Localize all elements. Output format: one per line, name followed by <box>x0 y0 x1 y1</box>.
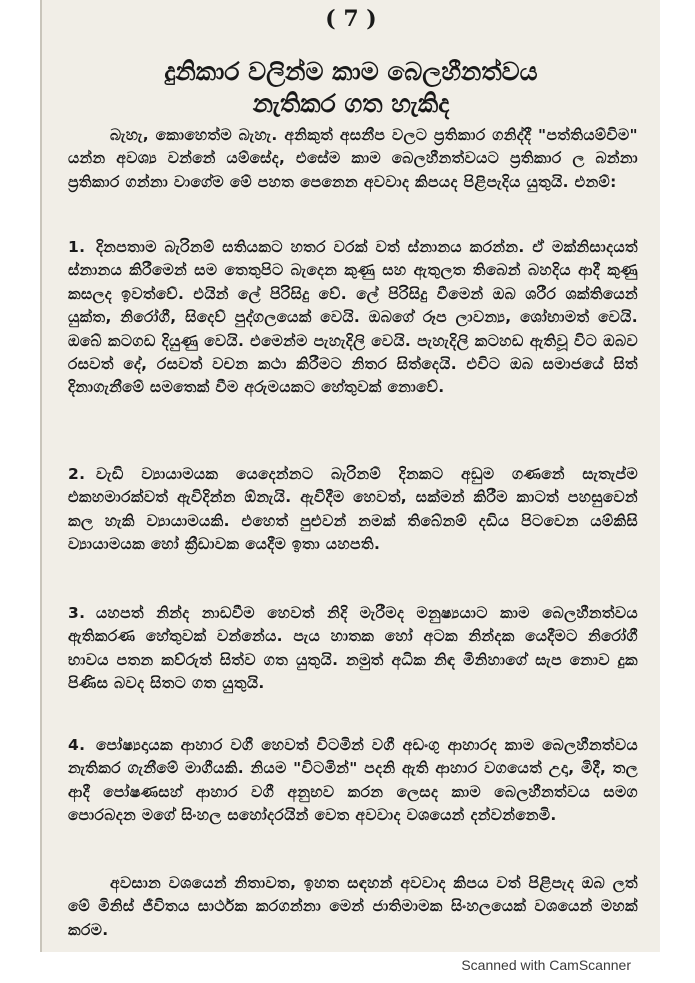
scanned-page <box>40 0 660 952</box>
paragraph-number: 1. <box>68 238 86 256</box>
page-title-line-2: නැතිකර ගත හැකිද <box>252 89 450 118</box>
closing-paragraph: අවසාන වශයෙන් නිතාවත, ඉහත සඳහන් අවවාද කිපය වත් පිළිපැද ඔබ ලත් මේ මිනිස් ජීවිතය සාර්ථක කරගන්නා මෙන් ජාතිමාමක සිංහලයෙක් වශයෙන් මහක් කරම. <box>68 874 638 939</box>
paragraph-number: 4. <box>68 736 86 754</box>
paragraph-text: යහපත් නින්ද නාඩවීම හෙවත් නිදි මැරීමද මනුෂ්‍යයාට කාම බෙලහීනත්වය ඇතිකරණ හේතුවක් වන්නේය. පැය හාතක හෝ අටක නින්දක යෙදීමට නිරෝගී භාවය පතන කව්රුත් සිත්ව ගත යුතුයි. නමුත් අධික නිඳ මිනිහාගේ සැප නොව දුක පිණිස බවද සිතට ගත යුතුයි. <box>68 604 638 693</box>
page-number: ( 7 ) <box>325 6 377 32</box>
paragraph-number: 3. <box>68 604 86 622</box>
paragraph-text: දිනපතාම බැරිනම් සතියකට හතර වරක් වත් ස්නානය කරන්න. ඒ මක්නිසාදයත් ස්නානය කිරීමෙන් සම තෙතුපිට බැදෙන කුණු සහ ඇතුලත තිබෙන් බහදිය ආදී කුණු කසලද ඉවත්වේ. එයින් ලේ පිරිසිදු වේ. ලේ පිරිසිදු වීමෙන් ඔබ ශරීර ශක්තියෙන් යුක්ත, නිරෝගී, සිදෙව් පුද්ගලයෙක් වෙයි. ඔබගේ රූප ලාවන්‍ය, ශෝභාමත් වෙයි. ඔබේ කටගඩ දියුණු වෙයි. එමෙන්ම පැහැදිලි වෙයි. පැහැදිලි කටහඩ ඇතිවූ විට ඔබව රසවත් දේ, රසවත් වචන කථා කිරීමට නිතර සිත්දෙයි. එවිට ඔබ සමාජයේ සිත් දිනාගැනීමේ සමතෙක් වීම අරුමයකට හේතුවක් නොවේ. <box>68 238 638 397</box>
advice-paragraph-1 <box>68 236 638 400</box>
page-title-line-1: දුනිකාර වලින්ම කාම බෙලහීනත්වය <box>164 57 538 86</box>
paragraph-text: පෝෂ්‍යදායක ආහාර වගී හෙවත් විටමින් වගී අඩංගු ආහාරද කාම බෙලහීනත්වය නැතිකර ගැනීමේ මාගීයකි. නියම "විටමින්" පදනි ඇති ආහාර වගයෙත් උදා, මිදී, තල ආදී පෝෂණසහ් ආහාර වගී අනුභව කරන ලෙසද කාම බෙලහීනත්වය සමග පොරබදන මගේ සිංහල සහෝදරයින් වෙත අවවාද වශයෙන් දන්වන්නෙමි. <box>68 736 638 825</box>
advice-paragraph-2 <box>68 463 638 557</box>
advice-paragraph-4 <box>68 734 638 828</box>
advice-paragraph-3 <box>68 602 638 696</box>
scanner-watermark: Scanned with CamScanner <box>461 957 631 973</box>
paragraph-number: 2. <box>68 465 86 483</box>
paragraph-text: වැඩි ව්‍යායාමයක යෙදෙන්නට බැරිනම් දිනකට අඩුම ගණනේ සැතැප්ම එකහමාරක්වත් ඇවිදින්න ඕනැයි. ඇවිදීම හෙවත්, සක්මන් කිරීම කාටත් පහසුවෙන් කල හැකි ව්‍යායාමයකි. එහෙත් පුළුවන් නමක් තිබේනම් දඩිය පිටවෙන යම්කිසි ව්‍යායාමයක හෝ ක්‍රීඩාවක යෙදීම ඉතා යහපති. <box>68 465 638 554</box>
intro-paragraph: බැහැ, කොහෙත්ම බැහැ. අනිකුත් අසනීප වලට ප්‍රතිකාර ගනිද්දී "පත්තියම්විම" යන්න අවශ්‍ය වන්නේ යම්සේද, එසේම කාම බෙලහීනත්වයට ප්‍රතිකාර ල බන්නා ප්‍රතිකාර ගන්නා වාගේම මේ පහත පෙනෙන අවවාද කිපයද පිළිපැදිය යුතුයි. එනම්: <box>68 126 638 191</box>
